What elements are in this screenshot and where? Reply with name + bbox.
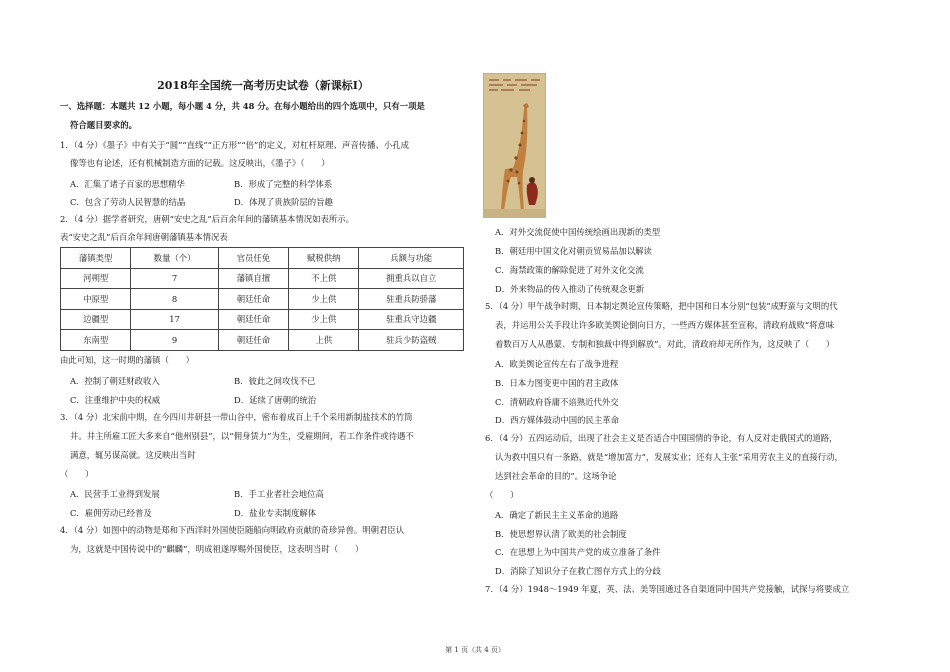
q3-option-c: C．雇佣劳动已经普及 [70, 508, 152, 518]
q7-line-1: 7．（4 分）1948～1949 年夏，英、法、美等国通过各自渠道同中国共产党接触，试探与将要成立 [485, 584, 850, 594]
table-cell: 少上供 [289, 309, 359, 330]
q3-line-3: 满意，辄另谋高就。这反映出当时 [70, 450, 196, 460]
q5-option-c: C．清朝政府昏庸不谙熟近代外交 [495, 397, 619, 407]
table-cell: 9 [131, 330, 218, 351]
q2-table-caption: 表“安史之乱”后百余年间唐朝藩镇基本情况表 [60, 232, 228, 242]
q3-line-2: 井。井主所雇工匠大多来自“他州别县”，以“佣身赁力”为生，受雇期间，若工作条件或待遇不 [70, 431, 414, 441]
q1-line-2: 像等也有论述，还有机械制造方面的记载。这反映出，《墨子》（ ） [70, 158, 330, 168]
q6-option-d: D．消除了知识分子在救亡图存方式上的分歧 [495, 566, 661, 576]
q6-line-2: 认为救中国只有一条路，就是“增加富力”，发展实业；还有人主张“采用劳农主义的直接行动， [495, 452, 843, 462]
q6-option-c: C．在思想上为中国共产党的成立准备了条件 [495, 547, 661, 557]
table-cell: 7 [131, 268, 218, 289]
table-header-row [61, 248, 464, 269]
section1-heading-line2: 符合题目要求的。 [70, 120, 137, 130]
page-footer: 第 1 页（共 4 页） [445, 646, 505, 654]
giraffe-painting-image [483, 73, 546, 218]
q2-option-b: B．彼此之间攻伐不已 [234, 376, 316, 386]
q4-option-c: C．海禁政策的解除促进了对外文化交流 [495, 265, 644, 275]
table-row [61, 289, 464, 310]
q5-line-3: 着数百万人从愚蒙、专制和独裁中得到解放”。对此，清政府却无所作为，这反映了（ ） [495, 339, 835, 349]
table-cell: 上供 [289, 330, 359, 351]
table-row [61, 330, 464, 351]
table-cell: 8 [131, 289, 218, 310]
q6-line-1: 6．（4 分）五四运动后，出现了社会主义是否适合中国国情的争论，有人反对走俄国式的道路， [485, 433, 838, 443]
q6-line-3: 达到社会革命的目的”。这场争论 [495, 471, 617, 481]
q1-option-d: D．体现了贵族阶层的旨趣 [234, 197, 333, 207]
table-header-cell: 赋税供纳 [289, 248, 359, 269]
q1-line-1: 1．（4 分）《墨子》中有关于“圆”“直线”“正方形”“倍”的定义，对杠杆原理、声音传播、小孔成 [60, 140, 410, 150]
q2-option-c: C．注重维护中央的权威 [70, 395, 161, 405]
table-cell: 边疆型 [61, 309, 131, 330]
q5-line-2: 表，并运用公关手段让许多欧美舆论倒向日方，一些西方媒体甚至宣称，清政府战败“将意味 [495, 320, 835, 330]
fanzhen-table [60, 247, 464, 351]
table-cell: 拥重兵以自立 [359, 268, 464, 289]
table-header-cell: 数量（个） [131, 248, 218, 269]
q1-option-c: C．包含了劳动人民智慧的结晶 [70, 197, 186, 207]
q3-line-1: 3．（4 分）北宋前中期，在今四川井研县一带山谷中，密布着成百上千个采用新制盐技术的竹筒 [60, 412, 413, 422]
table-cell: 朝廷任命 [218, 309, 288, 330]
q4-line-1: 4．（4 分）如图中的动物是郑和下西洋时外国使臣随船向明政府贡献的奇珍异兽。明朝君臣认 [60, 525, 405, 535]
q3-option-b: B．手工业者社会地位高 [234, 489, 324, 499]
table-header-cell: 官员任免 [218, 248, 288, 269]
q3-line-4: （ ） [60, 469, 94, 479]
q4-option-a: A．对外交流促使中国传统绘画出现新的类型 [495, 227, 661, 237]
q2-option-d: D．延续了唐朝的统治 [234, 395, 317, 405]
section1-heading-line1: 一、选择题：本题共 12 小题，每小题 4 分，共 48 分。在每小题给出的四个选项中，只有一项是 [60, 101, 425, 111]
table-cell: 藩镇自擅 [218, 268, 288, 289]
q5-line-1: 5．（4 分）甲午战争时期，日本制定舆论宣传策略，把中国和日本分别“包装”成野蛮与文明的代 [485, 301, 838, 311]
q5-option-d: D．西方媒体鼓动中国的民主革命 [495, 415, 619, 425]
table-cell: 少上供 [289, 289, 359, 310]
table-cell: 驻兵少防盗贼 [359, 330, 464, 351]
q3-option-d: D．盐业专卖制度解体 [234, 508, 317, 518]
table-row [61, 309, 464, 330]
table-cell: 东南型 [61, 330, 131, 351]
q2-option-a: A．控制了朝廷财政收入 [70, 376, 160, 386]
table-header-cell: 兵额与功能 [359, 248, 464, 269]
q3-option-a: A．民营手工业得到发展 [70, 489, 160, 499]
q4-option-d: D．外来物品的传入推动了传统观念更新 [495, 284, 645, 294]
table-header-cell: 藩镇类型 [61, 248, 131, 269]
table-cell: 不上供 [289, 268, 359, 289]
q6-line-4: （ ） [485, 490, 519, 500]
q2-after-table: 由此可知，这一时期的藩镇（ ） [60, 355, 194, 365]
q2-line-1: 2．（4 分）据学者研究，唐朝“安史之乱”后百余年间的藩镇基本情况如表所示。 [60, 214, 355, 224]
table-cell: 朝廷任命 [218, 330, 288, 351]
table-cell: 驻重兵防骄藩 [359, 289, 464, 310]
q4-option-b: B．朝廷用中国文化对朝贡贸易品加以解读 [495, 246, 652, 256]
q1-option-a: A．汇集了诸子百家的思想精华 [70, 179, 185, 189]
table-cell: 驻重兵守边疆 [359, 309, 464, 330]
q5-option-b: B．日本力图变更中国的君主政体 [495, 378, 619, 388]
q6-option-a: A．确定了新民主主义革命的道路 [495, 510, 619, 520]
giraffe-painting-svg [483, 73, 546, 218]
exam-title: 2018年全国统一高考历史试卷（新课标Ⅰ） [157, 79, 369, 92]
table-cell: 中原型 [61, 289, 131, 310]
q1-option-b: B．形成了完整的科学体系 [234, 179, 333, 189]
table-cell: 河朔型 [61, 268, 131, 289]
table-row [61, 268, 464, 289]
q4-line-2: 为，这就是中国传说中的“麒麟”，明成祖遂厚赐外国使臣，这表明当时（ ） [70, 544, 364, 554]
table-cell: 17 [131, 309, 218, 330]
q5-option-a: A．欧美舆论宣传左右了战争进程 [495, 359, 619, 369]
table-cell: 朝廷任命 [218, 289, 288, 310]
q6-option-b: B．使思想界认清了欧美的社会制度 [495, 529, 627, 539]
